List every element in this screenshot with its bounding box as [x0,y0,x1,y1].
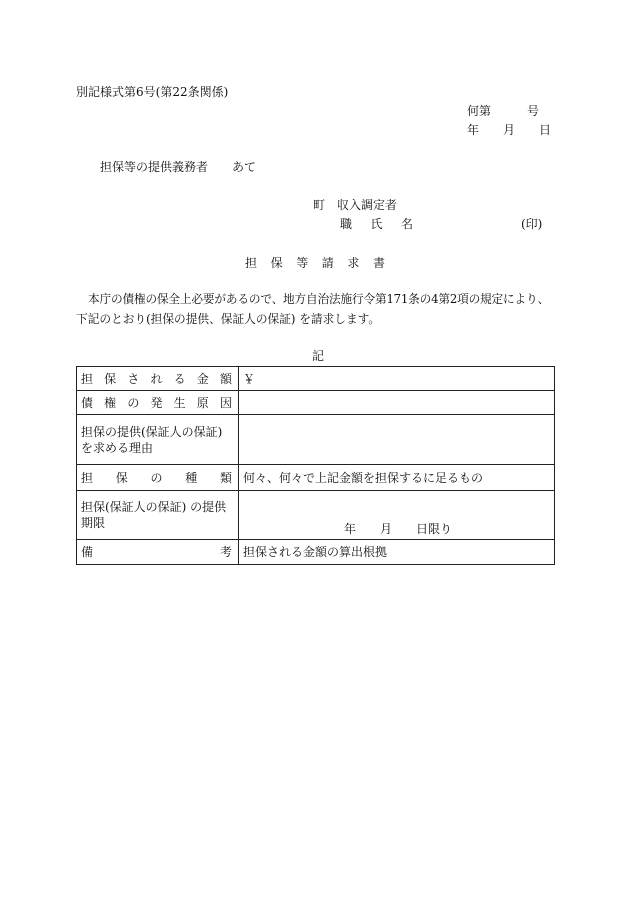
deadline-value-cell [239,491,555,540]
debt-cause-value [239,391,555,415]
recipient: 担保等の提供義務者 あて [100,160,257,174]
document-title: 担 保 等 請 求 書 [245,256,385,270]
issue-number: 何第 号 [467,104,540,118]
body-text-line-1: 本庁の債権の保全上必要があるので、地方自治法施行令第171条の4第2項の規定により、 [88,292,549,306]
reason-label: 担保の提供(保証人の保証) を求める理由 [77,415,239,465]
remarks-value: 担保される金額の算出根拠 [239,540,555,565]
table-row [77,367,555,391]
deadline-label: 担保(保証人の保証) の提供 期限 [77,491,239,540]
table-row [77,391,555,415]
collateral-type-label: 担 保 の 種 類 [77,465,239,491]
deadline-value: 年 月 日限り [344,522,453,536]
amount-label: 担 保 さ れ る 金 額 [77,367,239,391]
form-number: 別記様式第6号(第22条関係) [76,85,229,99]
ki-heading: 記 [312,349,325,363]
debt-cause-label: 債 権 の 発 生 原 因 [77,391,239,415]
issuer-town: 町 収入調定者 [313,198,398,212]
amount-value: ￥ [239,367,555,391]
request-details-table [76,366,555,565]
reason-value [239,415,555,465]
table-row [77,491,555,540]
table-row [77,465,555,491]
table-row [77,415,555,465]
body-text-line-2: 下記のとおり(担保の提供、保証人の保証) を請求します。 [76,312,381,326]
collateral-type-value: 何々、何々で上記金額を担保するに足るもの [239,465,555,491]
issue-date: 年 月 日 [467,123,552,137]
remarks-label: 備 考 [77,540,239,565]
seal-mark: (印) [521,217,543,231]
table-row [77,540,555,565]
issuer-name-label: 職 氏 名 [340,217,413,231]
